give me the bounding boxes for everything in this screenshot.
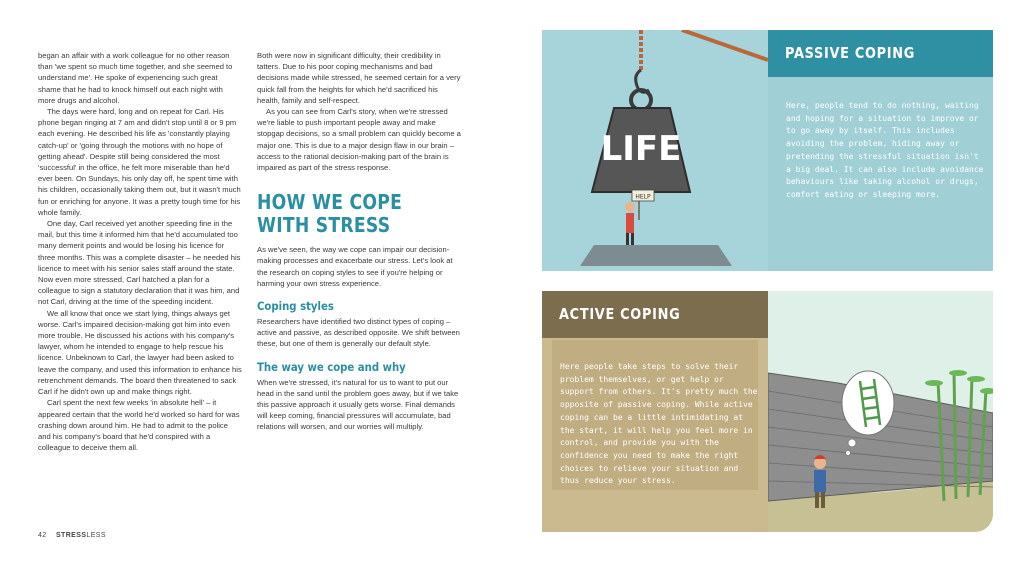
person-leg-left: [815, 492, 819, 508]
person-leg-right: [631, 233, 634, 245]
intro-paragraph: As we've seen, the way we cope can impair our decision-making processes and exacerbate our stress. Let's look at the research on coping styles to see if you're helping or harming your own stress experience.: [257, 245, 453, 288]
page-number: 42: [38, 532, 47, 539]
paragraph: Both were now in significant difficulty, their credibility in tatters. Due to his poor coping mechanisms and bad decisions made while stressed, he seemed certain for a very quick fall from the heights for which he'd sacrificed his health, family and self-respect.: [257, 51, 461, 105]
section-heading-line-1: HOW WE COPE: [257, 190, 403, 215]
section-heading-line-2: WITH STRESS: [257, 213, 391, 238]
person-head: [625, 202, 635, 212]
help-sign-label: HELP: [635, 193, 651, 201]
active-coping-title: ACTIVE COPING: [559, 305, 681, 323]
paragraph: The days were hard, long and on repeat for Carl. His phone began ringing at 7 am and didn't stop until 8 or 9 pm each evening. He described his life as 'constantly playing catch-up' or 'going through the motions with no hope of getting ahead'. Despite still being considered the most 'successful' in the office, he felt more miserable than he'd ever been. On Sundays, his only day off, he spent time with his children, occasionally taking them out, but it wasn't much fun or enriching for anyone. It was a pretty tough time for his whole family.: [38, 107, 241, 217]
person-body: [814, 470, 826, 492]
rope-diagonal: [682, 30, 768, 60]
paragraph: As you can see from Carl's story, when we're stressed we're liable to push important people away and make stopgap decisions, so a small problem can quickly become a major one. This is due to a major design flaw in our brain – access to the rational decision-making part of the brain is impaired as part of the stress response.: [257, 107, 461, 173]
thought-bubble-dot: [846, 451, 851, 456]
active-coping-header: [542, 291, 768, 338]
bamboo-leaves: [925, 370, 993, 394]
wall-illustration: [768, 291, 993, 532]
paragraph: Researchers have identified two distinct types of coping – active and passive, as described opposite. We shift between these, but one of them is generally our default style.: [257, 317, 460, 349]
floor-shadow: [580, 245, 732, 266]
active-coping-panel: [542, 291, 993, 532]
page-footer: [38, 532, 106, 539]
thought-bubble-dot: [848, 439, 856, 447]
active-coping-body: Here people take steps to solve their problem themselves, or get help or support from others. It's pretty much the opposite of passive coping. While active coping can be a little intimidating at the start, it will help you feel more in control, and provide you with the confidence you need to make the right choices to relieve your situation and thus reduce your stress.: [560, 362, 758, 486]
person-leg-left: [626, 233, 629, 245]
paragraph: One day, Carl received yet another speeding fine in the mail, but this time it informed him that he'd accumulated too many demerit points and would be losing his licence for three months. This was a complete disaster – he needed his licence to meet with his senior sales staff around the state. Now even more stressed, Carl hatched a plan for a colleague to sign a statutory declaration that it was him, and not Carl, driving at the time of the speeding incident.: [38, 219, 241, 307]
person-body: [626, 213, 634, 233]
paragraph: Carl spent the next few weeks 'in absolute hell' – it appeared certain that the world he'd worked so hard for was crashing down around him. He had to admit to the police and his company's board that he'd conspired with a colleague to deceive them all.: [38, 398, 240, 453]
paragraph: When we're stressed, it's natural for us to want to put our head in the sand until the problem goes away, but if we take this passive approach it usually gets worse. Final demands will keep coming, financial pressures will accumulate, bad relations will worsen, and our worries will multiply.: [257, 377, 459, 432]
subheading-coping-styles: Coping styles: [257, 299, 334, 314]
subheading-way-we-cope: The way we cope and why: [257, 359, 406, 374]
body-column-left: [38, 50, 242, 453]
section-heading: [257, 191, 463, 237]
passive-coping-panel: [542, 30, 993, 271]
person-leg-right: [821, 492, 825, 508]
active-coping-illustration: [768, 291, 993, 532]
brand-light: LESS: [86, 532, 106, 539]
thought-bubble: [842, 371, 894, 435]
weight-label: LIFE: [600, 129, 682, 169]
body-column-middle: [257, 50, 462, 433]
paragraph: began an affair with a work colleague for no other reason than 'we spent so much time together, and she seemed to understand me'. He spoke of experiencing such great shame that he had to knock himself out each night with more drugs and alcohol.: [38, 51, 233, 105]
passive-coping-header: [768, 30, 993, 77]
brand-bold: STRESS: [55, 532, 87, 539]
passive-coping-body: Here, people tend to do nothing, waiting and hoping for a situation to improve or to go away by itself. This includes avoiding the problem, hiding away or pretending the stressful situation isn't a big deal. It can also include avoidance behaviours like taking alcohol or drugs, comfort eating or sleeping more.: [786, 101, 984, 199]
active-coping-text-box: [542, 291, 768, 532]
passive-coping-title: PASSIVE COPING: [785, 44, 916, 62]
passive-coping-illustration: [542, 30, 768, 271]
weight-illustration: [542, 30, 768, 271]
passive-coping-text-box: [768, 30, 993, 271]
paragraph: We all know that once we start lying, things always get worse. Carl's impaired decision-making got him into even more trouble. He discussed his actions with his company's lawyer, whom he intended to engage to help rescue his licence. Unbeknown to Carl, the lawyer had been asked to leave the company, and used this information to enhance his retrenchment demands. The board then threatened to sack Carl if he didn't own up and make things right.: [38, 308, 242, 397]
